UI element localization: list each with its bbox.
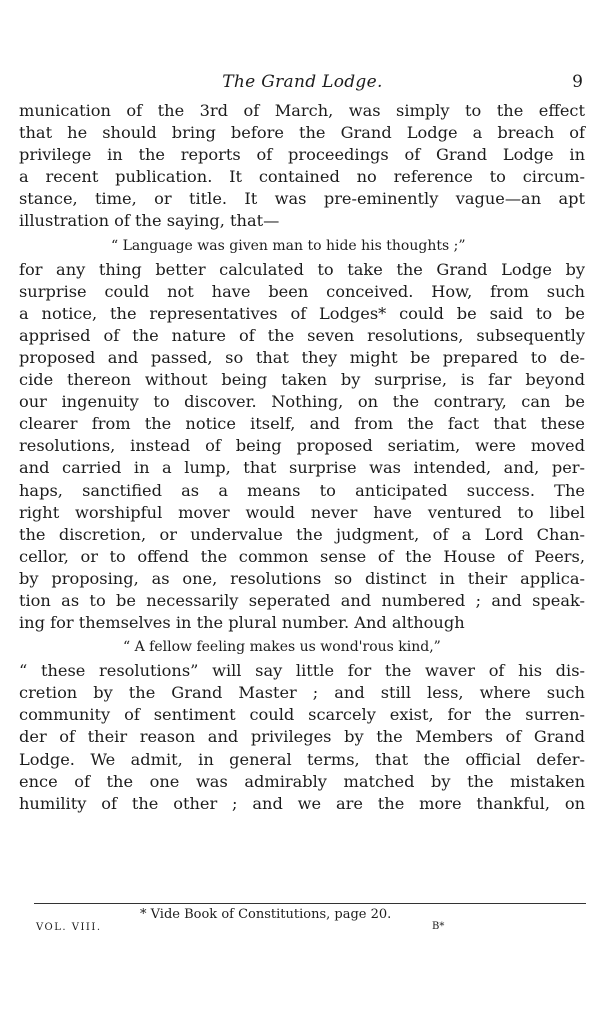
text-line: “ these resolutions” will say little for the waver of his dis- [19,661,585,681]
text-line: stance, time, or title. It was pre-eminently vague—an apt [19,189,585,209]
text-line: cellor, or to offend the common sense of the House of Peers, [19,546,585,566]
text-line: apprised of the nature of the seven resolutions, subsequently [19,325,585,345]
text-line: cretion by the Grand Master ; and still less, where such [19,683,585,703]
text-line: community of sentiment could scarcely exist, for the surren- [19,705,585,725]
text-line: clearer from the notice itself, and from the fact that these [19,414,585,434]
text-line: cide thereon without being taken by surprise, is far beyond [19,370,585,390]
block-quote: “ Language was given man to hide his thoughts ;” [111,237,466,254]
text-line: our ingenuity to discover. Nothing, on the contrary, can be [19,392,585,412]
text-line: for any thing better calculated to take the Grand Lodge by [19,259,585,279]
footnote-rule [34,903,586,904]
signature-mark: B* [432,921,445,932]
volume-mark: VOL. VIII. [36,922,102,933]
text-line: tion as to be necessarily seperated and numbered ; and speak- [19,590,585,610]
block-quote: “ A fellow feeling makes us wond'rous kind,” [123,639,441,656]
running-head [20,72,585,96]
text-line: der of their reason and privileges by the Members of Grand [19,727,585,747]
text-line: ing for themselves in the plural number. And although [19,613,465,633]
text-line: a recent publication. It contained no reference to circum- [19,167,585,187]
text-line: munication of the 3rd of March, was simply to the effect [19,101,585,120]
footnote: * Vide Book of Constitutions, page 20. [140,907,392,922]
text-line: by proposing, as one, resolutions so distinct in their applica- [19,568,585,588]
text-line: the discretion, or undervalue the judgment, of a Lord Chan- [19,524,585,544]
page-number: 9 [572,72,583,92]
text-line: resolutions, instead of being proposed seriatim, were moved [19,436,585,456]
text-line: Lodge. We admit, in general terms, that the official defer- [19,749,585,769]
text-line: a notice, the representatives of Lodges* could be said to be [19,303,585,323]
text-line: proposed and passed, so that they might be prepared to de- [19,347,585,367]
text-line: humility of the other ; and we are the more thankful, on [19,793,585,813]
text-line: surprise could not have been conceived. How, from such [19,281,585,301]
running-title: The Grand Lodge. [222,72,383,92]
text-line: haps, sanctified as a means to anticipated success. The [19,480,585,500]
text-line: right worshipful mover would never have ventured to libel [19,502,585,522]
text-line: that he should bring before the Grand Lodge a breach of [19,123,585,143]
text-line: privilege in the reports of proceedings of Grand Lodge in [19,145,585,165]
text-line: and carried in a lump, that surprise was intended, and, per- [19,458,585,478]
text-line: illustration of the saying, that— [19,211,280,231]
text-line: ence of the one was admirably matched by the mistaken [19,771,585,791]
body-text [19,100,585,815]
